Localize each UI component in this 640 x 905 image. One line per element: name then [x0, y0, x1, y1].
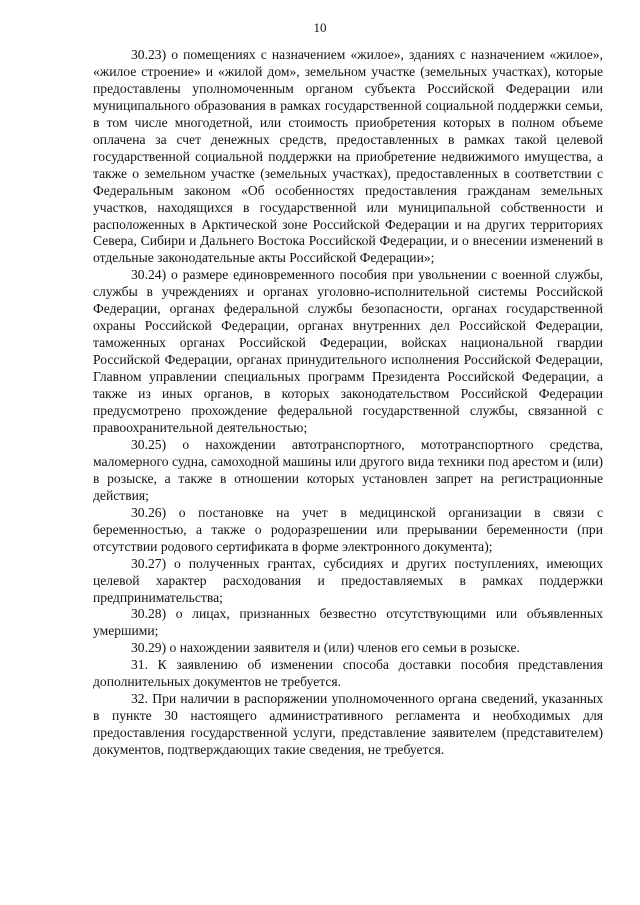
paragraph-30-24: 30.24) о размере единовременного пособия при увольнении с военной службы, службы в учреждениях и органах уголовно-исполнительной системы Российской Федерации, органах федеральной службы безопасности, органах государственной охраны Российской Федерации, органах внутренних дел Российской Федерации, таможенных органах Российской Федерации, войсках национальной гвардии Российской Федерации, органах принудительного исполнения Российской Федерации, Главном управлении специальных программ Президента Российской Федерации, а также из иных органов, в которых законодательством Российской Федерации предусмотрено прохождение федеральной государственной службы, связанной с правоохранительной деятельностью; [93, 267, 603, 435]
paragraph-30-23: 30.23) о помещениях с назначением «жилое», зданиях с назначением «жилое», «жилое строение» и «жилой дом», земельном участке (земельных участках), которые предоставлены уполномоченным органом субъекта Российской Федерации или муниципального образования в рамках государственной социальной поддержки семьи, в том числе многодетной, или стоимость приобретения которых в полном объеме оплачена за счет денежных средств, предоставленных в рамках такой целевой государственной социальной поддержки на приобретение недвижимого имущества, а также о земельном участке (земельных участках), предоставленных в соответствии с Федеральным законом «Об особенностях предоставления гражданам земельных участков, находящихся в государственной или муниципальной собственности и расположенных в Арктической зоне Российской Федерации и на других территориях Севера, Сибири и Дальнего Востока Российской Федерации, и о внесении изменений в отдельные законодательные акты Российской Федерации»; [93, 47, 603, 266]
page-number: 10 [313, 20, 327, 35]
paragraph-30-29: 30.29) о нахождении заявителя и (или) членов его семьи в розыске. [131, 640, 520, 656]
paragraph-30-26: 30.26) о постановке на учет в медицинской организации в связи с беременностью, а также о родоразрешении или прерывании беременности (при отсутствии родового сертификата в форме электронного документа); [93, 504, 603, 554]
paragraph-30-28: 30.28) о лицах, признанных безвестно отсутствующими или объявленных умершими; [93, 606, 603, 639]
paragraph-32: 32. При наличии в распоряжении уполномоченного органа сведений, указанных в пункте 30 настоящего административного регламента и необходимых для предоставления государственной услуги, представление заявителем (представителем) документов, подтверждающих такие сведения, не требуется. [93, 691, 603, 758]
paragraph-31: 31. К заявлению об изменении способа доставки пособия представления дополнительных документов не требуется. [93, 657, 603, 690]
paragraph-30-27: 30.27) о полученных грантах, субсидиях и других поступлениях, имеющих целевой характер расходования и предоставляемых в рамках поддержки предпринимательства; [93, 555, 603, 605]
document-body [93, 47, 603, 759]
paragraph-30-25: 30.25) о нахождении автотранспортного, мототранспортного средства, маломерного судна, самоходной машины или другого вида техники под арестом и (или) в розыске, а также в отношении которых установлен запрет на регистрационные действия; [93, 436, 603, 503]
